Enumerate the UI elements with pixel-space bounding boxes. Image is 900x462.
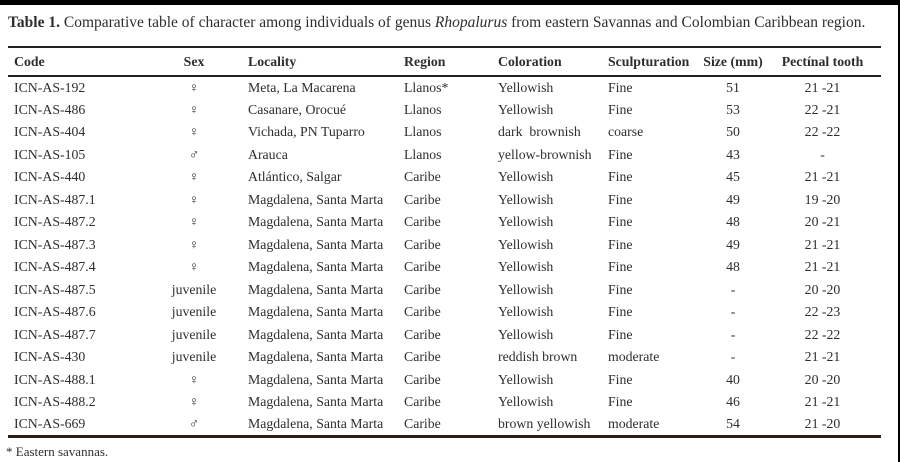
table-cell: 21 -21 xyxy=(804,394,841,410)
table-cell: dark brownish xyxy=(498,124,581,140)
table-cell: - xyxy=(730,304,736,320)
table-cell: 21 -21 xyxy=(804,79,841,95)
table-cell: Caribe xyxy=(404,349,441,365)
table-cell: Fine xyxy=(608,236,633,252)
table-cell: ICN-AS-404 xyxy=(14,124,86,140)
table-cell: 20 -20 xyxy=(804,371,841,387)
top-frame-border xyxy=(0,0,900,5)
table-cell: Fine xyxy=(608,326,633,342)
table-cell: ICN-AS-440 xyxy=(14,169,86,185)
table-cell: Magdalena, Santa Marta xyxy=(248,236,384,252)
table-caption-text-after: from eastern Savannas and Colombian Caribbean region. xyxy=(507,14,866,31)
table-cell: 21 -20 xyxy=(804,416,841,431)
table-cell: Magdalena, Santa Marta xyxy=(248,371,384,387)
sex-cell: ♀ xyxy=(188,371,200,387)
table-cell: ICN-AS-488.1 xyxy=(14,371,96,387)
column-header: Sex xyxy=(183,53,205,69)
table-cell: Magdalena, Santa Marta xyxy=(248,394,384,410)
table-cell: ICN-AS-430 xyxy=(14,349,86,365)
table-cell: ICN-AS-669 xyxy=(14,416,86,431)
table-cell: 54 xyxy=(726,416,740,431)
sex-cell: ♀ xyxy=(188,191,200,207)
table-caption-text-before: Comparative table of character among individuals of genus xyxy=(59,14,435,31)
table-cell: 50 xyxy=(726,124,740,140)
table-cell: ICN-AS-487.6 xyxy=(14,304,96,320)
table-cell: Caribe xyxy=(404,394,441,410)
table-cell: moderate xyxy=(608,416,660,431)
table-cell: Fine xyxy=(608,146,633,162)
table-cell: Caribe xyxy=(404,259,441,275)
sex-cell: ♂ xyxy=(188,146,200,162)
sex-cell: juvenile xyxy=(171,326,217,342)
table-cell: Caribe xyxy=(404,236,441,252)
column-header: Code xyxy=(14,53,45,69)
table-cell: 21 -21 xyxy=(804,236,841,252)
table-cell: ICN-AS-487.3 xyxy=(14,236,96,252)
table-cell: Magdalena, Santa Marta xyxy=(248,304,384,320)
sex-cell: ♀ xyxy=(188,124,200,140)
table-cell: Yellowish xyxy=(498,236,554,252)
table-row xyxy=(8,144,881,167)
footnote: * Eastern savannas. xyxy=(6,444,109,459)
table-cell: Caribe xyxy=(404,371,441,387)
table-row xyxy=(8,346,881,369)
genus-name: Rhopalurus xyxy=(434,14,508,31)
table-cell: ICN-AS-487.1 xyxy=(14,191,96,207)
table-cell: Fine xyxy=(608,281,633,297)
table-cell: Caribe xyxy=(404,304,441,320)
column-header: Pectínal tooth xyxy=(781,53,864,69)
column-header: Coloration xyxy=(498,53,562,69)
table-row xyxy=(8,414,881,437)
table-caption-label: Table 1. xyxy=(8,14,60,31)
table-row xyxy=(8,369,881,392)
table-cell: Fine xyxy=(608,79,633,95)
table-cell: 19 -20 xyxy=(804,191,841,207)
table-cell: Yellowish xyxy=(498,394,554,410)
data-table xyxy=(8,46,881,438)
table-cell: Yellowish xyxy=(498,214,554,230)
table-cell: 20 -21 xyxy=(804,214,841,230)
table-cell: Caribe xyxy=(404,326,441,342)
table-cell: reddish brown xyxy=(498,349,578,365)
sex-cell: ♀ xyxy=(188,394,200,410)
table-cell: Casanare, Orocué xyxy=(248,101,347,117)
table-cell: Magdalena, Santa Marta xyxy=(248,259,384,275)
table-row xyxy=(8,211,881,234)
table-cell: 21 -21 xyxy=(804,169,841,185)
table-cell: Magdalena, Santa Marta xyxy=(248,349,384,365)
table-cell: ICN-AS-487.5 xyxy=(14,281,96,297)
table-cell: Fine xyxy=(608,169,633,185)
table-cell: Llanos xyxy=(404,101,442,117)
table-cell: 45 xyxy=(726,169,740,185)
table-cell: Caribe xyxy=(404,281,441,297)
table-row xyxy=(8,99,881,122)
table-row xyxy=(8,324,881,347)
table-cell: Yellowish xyxy=(498,79,554,95)
table-cell: Magdalena, Santa Marta xyxy=(248,326,384,342)
table-cell: 51 xyxy=(726,79,740,95)
table-cell: ICN-AS-486 xyxy=(14,101,86,117)
table-cell: ICN-AS-487.4 xyxy=(14,259,96,275)
table-cell: Fine xyxy=(608,304,633,320)
table-cell: - xyxy=(820,146,825,162)
table-cell: ICN-AS-487.7 xyxy=(14,326,96,342)
table-cell: Magdalena, Santa Marta xyxy=(248,281,384,297)
sex-cell: ♀ xyxy=(188,259,200,275)
table-body xyxy=(8,76,881,436)
table-cell: Yellowish xyxy=(498,191,554,207)
table-cell: 40 xyxy=(726,371,740,387)
sex-cell: juvenile xyxy=(171,349,217,365)
table-cell: - xyxy=(730,281,736,297)
table-cell: 22 -22 xyxy=(804,326,841,342)
table-cell: 49 xyxy=(726,236,740,252)
table-cell: Yellowish xyxy=(498,259,554,275)
table-cell: Fine xyxy=(608,371,633,387)
table-cell: 21 -21 xyxy=(804,349,841,365)
table-cell: 49 xyxy=(726,191,740,207)
table-cell: Magdalena, Santa Marta xyxy=(248,416,384,431)
table-cell: Caribe xyxy=(404,191,441,207)
table-cell: 22 -21 xyxy=(804,101,841,117)
table-cell: Yellowish xyxy=(498,371,554,387)
table-cell: - xyxy=(730,326,736,342)
table-row xyxy=(8,189,881,212)
table-cell: Yellowish xyxy=(498,326,554,342)
table-cell: 22 -23 xyxy=(804,304,841,320)
table-cell: Caribe xyxy=(404,416,441,431)
table-cell: 48 xyxy=(726,214,740,230)
table-cell: Caribe xyxy=(404,169,441,185)
table-cell: brown yellowish xyxy=(498,416,591,431)
table-cell: Fine xyxy=(608,101,633,117)
table-cell: Llanos xyxy=(404,124,442,140)
table-cell: Meta, La Macarena xyxy=(248,79,356,95)
table-header xyxy=(8,47,881,76)
table-cell: Yellowish xyxy=(498,304,554,320)
table-cell: 43 xyxy=(726,146,740,162)
table-cell: ICN-AS-105 xyxy=(14,146,86,162)
table-cell: - xyxy=(730,349,736,365)
table-row xyxy=(8,279,881,302)
table-row xyxy=(8,166,881,189)
table-cell: ICN-AS-487.2 xyxy=(14,214,96,230)
sex-cell: ♀ xyxy=(188,79,200,95)
table-cell: Arauca xyxy=(248,146,288,162)
sex-cell: juvenile xyxy=(171,281,217,297)
column-header: Sculpturation xyxy=(608,53,690,69)
table-cell: Fine xyxy=(608,191,633,207)
sex-cell: ♀ xyxy=(188,101,200,117)
table-cell: ICN-AS-488.2 xyxy=(14,394,96,410)
table-cell: yellow-brownish xyxy=(498,146,592,162)
table-row xyxy=(8,121,881,144)
column-header: Region xyxy=(404,53,446,69)
table-cell: Magdalena, Santa Marta xyxy=(248,191,384,207)
table-cell: Magdalena, Santa Marta xyxy=(248,214,384,230)
table-cell: Fine xyxy=(608,259,633,275)
column-header: Size (mm) xyxy=(703,53,763,69)
table-cell: 20 -20 xyxy=(804,281,841,297)
table-cell: Llanos xyxy=(404,146,442,162)
table-cell: Fine xyxy=(608,214,633,230)
sex-cell: ♀ xyxy=(188,214,200,230)
table-cell: Atlántico, Salgar xyxy=(248,169,342,185)
table-cell: Yellowish xyxy=(498,101,554,117)
table-row xyxy=(8,256,881,279)
sex-cell: ♀ xyxy=(188,169,200,185)
sex-cell: ♀ xyxy=(188,236,200,252)
table-cell: Caribe xyxy=(404,214,441,230)
table-row xyxy=(8,391,881,414)
table-cell: 48 xyxy=(726,259,740,275)
table-cell: Fine xyxy=(608,394,633,410)
table-cell: Vichada, PN Tuparro xyxy=(248,124,365,140)
sex-cell: ♂ xyxy=(188,416,200,431)
table-cell: Llanos* xyxy=(404,79,449,95)
data-table-wrap xyxy=(8,46,881,438)
table-cell: ICN-AS-192 xyxy=(14,79,86,95)
table-cell: moderate xyxy=(608,349,660,365)
table-row xyxy=(8,234,881,257)
column-header: Locality xyxy=(248,53,297,69)
table-cell: coarse xyxy=(608,124,644,140)
table-row xyxy=(8,301,881,324)
table-cell: Yellowish xyxy=(498,169,554,185)
table-caption xyxy=(8,13,888,32)
table-row xyxy=(8,76,881,99)
table-cell: 46 xyxy=(726,394,740,410)
table-cell: 53 xyxy=(726,101,740,117)
table-cell: Yellowish xyxy=(498,281,554,297)
sex-cell: juvenile xyxy=(171,304,217,320)
table-header-row xyxy=(8,47,881,76)
table-cell: 21 -21 xyxy=(804,259,841,275)
table-cell: 22 -22 xyxy=(804,124,841,140)
